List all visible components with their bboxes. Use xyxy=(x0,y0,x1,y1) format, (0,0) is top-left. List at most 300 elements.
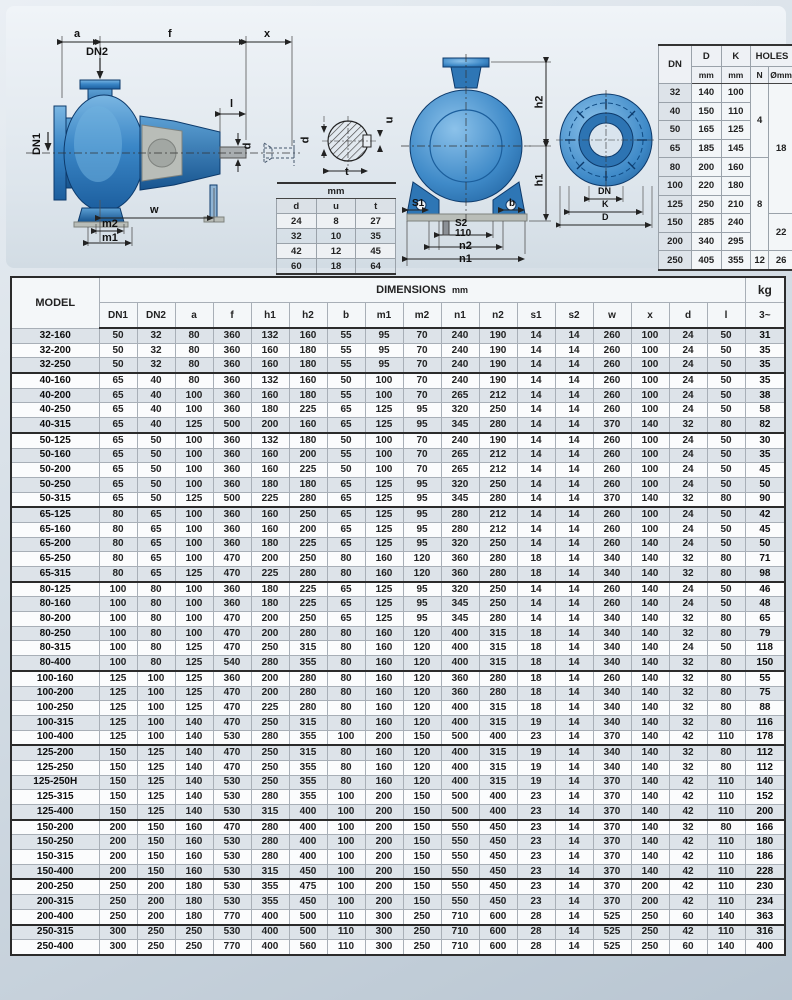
dimension-value: 80 xyxy=(327,567,365,582)
model-cell: 40-315 xyxy=(11,418,99,433)
dimension-value: 14 xyxy=(555,433,593,448)
dimension-value: 160 xyxy=(175,850,213,865)
shaft-table-row xyxy=(277,229,396,244)
dimension-value: 100 xyxy=(631,328,669,343)
dimension-value: 65 xyxy=(137,522,175,537)
dimension-value: 360 xyxy=(213,448,251,463)
dim-col-b: b xyxy=(327,303,365,329)
dimension-value: 360 xyxy=(213,477,251,492)
dimension-value: 80 xyxy=(175,328,213,343)
dim-label-m2: m2 xyxy=(102,218,118,230)
model-row-80-160 xyxy=(11,597,785,612)
dimension-value: 24 xyxy=(669,388,707,403)
model-cell: 100-400 xyxy=(11,730,99,745)
weight-value: 234 xyxy=(745,895,785,910)
dimension-value: 80 xyxy=(327,760,365,775)
dimension-value: 400 xyxy=(441,715,479,730)
dimension-value: 65 xyxy=(99,373,137,388)
dimension-value: 40 xyxy=(137,373,175,388)
dimension-value: 80 xyxy=(327,626,365,641)
dimension-value: 250 xyxy=(631,909,669,924)
dimension-value: 120 xyxy=(403,715,441,730)
model-cell: 80-160 xyxy=(11,597,99,612)
dim-label-s1: S1 xyxy=(412,198,425,209)
dimension-value: 125 xyxy=(175,656,213,671)
model-row-65-315 xyxy=(11,567,785,582)
flange-k-value: 125 xyxy=(721,121,750,140)
dimension-value: 150 xyxy=(137,864,175,879)
dimension-value: 150 xyxy=(137,835,175,850)
model-row-40-160 xyxy=(11,373,785,388)
dimension-value: 32 xyxy=(137,358,175,373)
dimension-value: 23 xyxy=(517,895,555,910)
dimension-value: 110 xyxy=(707,895,745,910)
dimension-value: 65 xyxy=(99,477,137,492)
dimension-value: 14 xyxy=(555,567,593,582)
dimension-value: 100 xyxy=(137,715,175,730)
dimension-value: 530 xyxy=(213,730,251,745)
weight-value: 363 xyxy=(745,909,785,924)
dimension-value: 14 xyxy=(555,522,593,537)
dimension-value: 19 xyxy=(517,715,555,730)
dimension-value: 80 xyxy=(327,656,365,671)
flange-sub-k-mm: mm xyxy=(721,67,750,84)
dimension-value: 100 xyxy=(631,343,669,358)
dimension-value: 24 xyxy=(669,477,707,492)
dim-label-w: w xyxy=(150,204,159,216)
dimension-value: 160 xyxy=(365,567,403,582)
weight-value: 42 xyxy=(745,507,785,522)
dimension-value: 80 xyxy=(327,701,365,716)
flange-dn-value: 100 xyxy=(659,176,692,195)
dimension-value: 140 xyxy=(631,805,669,820)
dimension-value: 360 xyxy=(213,671,251,686)
dimension-value: 180 xyxy=(251,477,289,492)
dim-label-b: b xyxy=(509,198,516,209)
dimension-value: 190 xyxy=(479,373,517,388)
dimension-value: 32 xyxy=(669,552,707,567)
dimension-value: 100 xyxy=(631,433,669,448)
flange-k-value: 110 xyxy=(721,102,750,121)
dimension-value: 340 xyxy=(593,567,631,582)
dimension-value: 260 xyxy=(593,671,631,686)
dimension-value: 65 xyxy=(327,612,365,627)
model-row-50-315 xyxy=(11,492,785,507)
dimension-value: 100 xyxy=(631,463,669,478)
dimension-value: 50 xyxy=(327,463,365,478)
dimension-value: 280 xyxy=(441,522,479,537)
dimension-value: 315 xyxy=(251,805,289,820)
dimension-value: 355 xyxy=(289,775,327,790)
weight-value: 178 xyxy=(745,730,785,745)
dimension-value: 370 xyxy=(593,820,631,835)
flange-d-value: 165 xyxy=(692,121,721,140)
dimension-value: 100 xyxy=(365,373,403,388)
dimension-value: 160 xyxy=(365,775,403,790)
model-column-header: MODEL xyxy=(11,277,99,328)
dimension-value: 100 xyxy=(365,388,403,403)
dimension-value: 212 xyxy=(479,448,517,463)
dimension-value: 180 xyxy=(251,582,289,597)
model-row-32-250 xyxy=(11,358,785,373)
dimension-value: 200 xyxy=(365,895,403,910)
dimension-value: 315 xyxy=(251,864,289,879)
dimension-value: 95 xyxy=(403,537,441,552)
dimension-value: 50 xyxy=(327,373,365,388)
dim-label-a: a xyxy=(74,28,81,40)
dimension-value: 450 xyxy=(479,835,517,850)
dimension-value: 100 xyxy=(327,850,365,865)
shaft-value: 24 xyxy=(277,214,317,229)
dimension-value: 14 xyxy=(555,864,593,879)
weight-value: 35 xyxy=(745,358,785,373)
dimension-value: 23 xyxy=(517,730,555,745)
dimension-value: 32 xyxy=(137,328,175,343)
dimension-value: 150 xyxy=(99,745,137,760)
model-row-125-315 xyxy=(11,790,785,805)
dimension-value: 80 xyxy=(327,715,365,730)
dimension-value: 80 xyxy=(99,552,137,567)
dimension-value: 400 xyxy=(479,790,517,805)
dimension-value: 14 xyxy=(517,582,555,597)
dimension-value: 125 xyxy=(175,567,213,582)
weight-value: 30 xyxy=(745,433,785,448)
dimension-value: 95 xyxy=(365,343,403,358)
model-row-100-200 xyxy=(11,686,785,701)
dimension-value: 150 xyxy=(403,790,441,805)
shaft-section-drawing xyxy=(302,114,398,180)
dimension-value: 80 xyxy=(707,686,745,701)
dimension-value: 100 xyxy=(631,388,669,403)
dimension-value: 125 xyxy=(137,760,175,775)
dimension-value: 160 xyxy=(365,760,403,775)
dimension-value: 470 xyxy=(213,745,251,760)
dimension-value: 125 xyxy=(365,597,403,612)
dimension-value: 18 xyxy=(517,701,555,716)
model-cell: 65-125 xyxy=(11,507,99,522)
dimension-value: 24 xyxy=(669,433,707,448)
dimension-value: 240 xyxy=(441,358,479,373)
dim-label-dn1: DN1 xyxy=(31,132,44,156)
dimension-value: 125 xyxy=(175,701,213,716)
dimension-value: 450 xyxy=(479,820,517,835)
dimension-value: 100 xyxy=(327,895,365,910)
dimension-value: 14 xyxy=(517,612,555,627)
shaft-section-view xyxy=(299,114,398,180)
dimension-value: 80 xyxy=(99,507,137,522)
model-row-65-250 xyxy=(11,552,785,567)
flange-sub-omm: Ømm xyxy=(769,67,792,84)
dimension-value: 180 xyxy=(289,477,327,492)
weight-value: 46 xyxy=(745,582,785,597)
model-row-125-200 xyxy=(11,745,785,760)
section-label-u: u xyxy=(383,116,396,124)
dimension-value: 42 xyxy=(669,864,707,879)
dimension-value: 125 xyxy=(175,492,213,507)
dimension-value: 95 xyxy=(403,582,441,597)
dimension-value: 340 xyxy=(593,686,631,701)
dimension-value: 225 xyxy=(289,597,327,612)
dimension-value: 14 xyxy=(555,940,593,955)
dimension-value: 280 xyxy=(251,820,289,835)
dimension-value: 250 xyxy=(251,775,289,790)
dimension-value: 65 xyxy=(327,522,365,537)
dimension-value: 360 xyxy=(213,522,251,537)
dimension-value: 100 xyxy=(175,507,213,522)
dimension-value: 370 xyxy=(593,864,631,879)
shaft-dimensions-table xyxy=(276,182,396,275)
dimension-value: 42 xyxy=(669,879,707,894)
dimension-value: 260 xyxy=(593,597,631,612)
dimension-value: 50 xyxy=(707,448,745,463)
dimension-value: 160 xyxy=(365,626,403,641)
shaft-value: 60 xyxy=(277,259,317,275)
dimension-value: 150 xyxy=(403,864,441,879)
dimension-value: 340 xyxy=(593,552,631,567)
dimension-value: 95 xyxy=(403,612,441,627)
dimension-value: 32 xyxy=(669,612,707,627)
dimension-value: 360 xyxy=(213,388,251,403)
dimension-value: 160 xyxy=(365,745,403,760)
model-cell: 50-160 xyxy=(11,448,99,463)
dimension-value: 24 xyxy=(669,582,707,597)
dimension-value: 42 xyxy=(669,925,707,940)
dimension-value: 110 xyxy=(707,835,745,850)
dimension-value: 225 xyxy=(251,701,289,716)
dimension-value: 530 xyxy=(213,864,251,879)
dimension-value: 14 xyxy=(555,358,593,373)
dimension-value: 710 xyxy=(441,925,479,940)
dimension-value: 150 xyxy=(99,805,137,820)
dimension-value: 50 xyxy=(707,537,745,552)
dimension-value: 280 xyxy=(441,507,479,522)
model-cell: 100-160 xyxy=(11,671,99,686)
dimension-value: 100 xyxy=(99,597,137,612)
dimension-value: 32 xyxy=(669,715,707,730)
dimension-value: 525 xyxy=(593,940,631,955)
dimension-value: 125 xyxy=(365,522,403,537)
dimension-value: 80 xyxy=(99,537,137,552)
dimension-value: 225 xyxy=(289,403,327,418)
dimension-value: 32 xyxy=(669,418,707,433)
dimension-value: 160 xyxy=(289,328,327,343)
dimension-value: 95 xyxy=(403,522,441,537)
dimension-value: 100 xyxy=(327,820,365,835)
dimension-value: 340 xyxy=(593,641,631,656)
dimension-value: 360 xyxy=(213,507,251,522)
dimension-value: 140 xyxy=(707,940,745,955)
model-row-125-400 xyxy=(11,805,785,820)
dimensions-unit: mm xyxy=(451,285,468,295)
kg-column-header: kg xyxy=(745,277,785,303)
dimension-value: 260 xyxy=(593,522,631,537)
dimension-value: 100 xyxy=(365,448,403,463)
dimension-value: 190 xyxy=(479,343,517,358)
model-cell: 100-315 xyxy=(11,715,99,730)
dimension-value: 32 xyxy=(669,492,707,507)
dimension-value: 14 xyxy=(555,641,593,656)
flange-holes-dia-value: 18 xyxy=(769,84,792,214)
dimension-value: 180 xyxy=(251,403,289,418)
dimension-value: 710 xyxy=(441,909,479,924)
weight-value: 50 xyxy=(745,537,785,552)
weight-value: 186 xyxy=(745,850,785,865)
dimension-value: 500 xyxy=(441,805,479,820)
dimension-value: 140 xyxy=(175,775,213,790)
model-cell: 50-315 xyxy=(11,492,99,507)
dimension-value: 65 xyxy=(99,433,137,448)
weight-value: 75 xyxy=(745,686,785,701)
dimension-value: 200 xyxy=(99,820,137,835)
dimension-value: 345 xyxy=(441,597,479,612)
model-row-80-125 xyxy=(11,582,785,597)
flange-d-value: 250 xyxy=(692,195,721,214)
dimension-value: 150 xyxy=(403,820,441,835)
dimension-value: 100 xyxy=(631,448,669,463)
dimension-value: 250 xyxy=(99,879,137,894)
dimension-value: 110 xyxy=(327,925,365,940)
dimension-value: 400 xyxy=(251,925,289,940)
dimension-value: 260 xyxy=(593,507,631,522)
dimension-value: 14 xyxy=(555,507,593,522)
dimension-value: 120 xyxy=(403,552,441,567)
dimension-value: 160 xyxy=(365,715,403,730)
model-cell: 125-400 xyxy=(11,805,99,820)
dimension-value: 340 xyxy=(593,656,631,671)
dimension-value: 250 xyxy=(175,940,213,955)
dimension-value: 280 xyxy=(479,612,517,627)
dimension-value: 65 xyxy=(327,507,365,522)
dimension-value: 160 xyxy=(251,388,289,403)
dimension-value: 125 xyxy=(175,641,213,656)
dimension-value: 300 xyxy=(365,925,403,940)
dimension-value: 250 xyxy=(251,715,289,730)
dimension-value: 140 xyxy=(631,850,669,865)
dimension-value: 95 xyxy=(403,492,441,507)
dimension-value: 140 xyxy=(175,760,213,775)
dimension-value: 140 xyxy=(631,820,669,835)
dimension-value: 70 xyxy=(403,448,441,463)
model-cell: 32-160 xyxy=(11,328,99,343)
dimension-value: 125 xyxy=(99,701,137,716)
dimension-value: 125 xyxy=(137,745,175,760)
dimension-value: 260 xyxy=(593,343,631,358)
dimension-value: 355 xyxy=(251,895,289,910)
dimension-value: 200 xyxy=(137,909,175,924)
weight-value: 316 xyxy=(745,925,785,940)
weight-value: 82 xyxy=(745,418,785,433)
weight-value: 152 xyxy=(745,790,785,805)
dimension-value: 400 xyxy=(441,760,479,775)
shaft-value: 42 xyxy=(277,244,317,259)
dimension-value: 42 xyxy=(669,850,707,865)
dim-col-m1: m1 xyxy=(365,303,403,329)
dimension-value: 24 xyxy=(669,403,707,418)
dimension-value: 14 xyxy=(517,477,555,492)
dimension-value: 80 xyxy=(175,343,213,358)
dimension-value: 260 xyxy=(593,582,631,597)
dimension-value: 250 xyxy=(479,582,517,597)
dimension-value: 132 xyxy=(251,433,289,448)
dimension-value: 260 xyxy=(593,328,631,343)
dimension-value: 160 xyxy=(175,835,213,850)
dimension-value: 50 xyxy=(707,343,745,358)
dimension-value: 100 xyxy=(137,686,175,701)
dimension-value: 125 xyxy=(175,418,213,433)
dimension-value: 120 xyxy=(403,760,441,775)
dimension-value: 160 xyxy=(365,686,403,701)
dimension-value: 200 xyxy=(251,552,289,567)
dimension-value: 14 xyxy=(555,686,593,701)
flange-dn-value: 125 xyxy=(659,195,692,214)
dimension-value: 50 xyxy=(707,463,745,478)
dimension-value: 140 xyxy=(631,418,669,433)
dimension-value: 140 xyxy=(631,775,669,790)
dimension-value: 400 xyxy=(479,805,517,820)
model-cell: 80-125 xyxy=(11,582,99,597)
model-row-125-250 xyxy=(11,760,785,775)
model-row-80-400 xyxy=(11,656,785,671)
dimension-value: 100 xyxy=(365,463,403,478)
dimension-value: 32 xyxy=(669,686,707,701)
dimension-value: 200 xyxy=(99,835,137,850)
dimension-value: 14 xyxy=(555,879,593,894)
dimension-value: 140 xyxy=(631,656,669,671)
dimension-value: 315 xyxy=(289,745,327,760)
dimension-value: 80 xyxy=(175,373,213,388)
flange-holes-n-value: 4 xyxy=(751,84,769,158)
dimension-value: 340 xyxy=(593,626,631,641)
dimension-value: 250 xyxy=(631,925,669,940)
dimension-value: 65 xyxy=(137,507,175,522)
dimension-value: 80 xyxy=(707,612,745,627)
dimension-value: 150 xyxy=(99,760,137,775)
dimension-value: 370 xyxy=(593,492,631,507)
dimension-value: 240 xyxy=(441,433,479,448)
dimension-value: 125 xyxy=(99,730,137,745)
model-cell: 40-250 xyxy=(11,403,99,418)
dimension-value: 120 xyxy=(403,641,441,656)
dimension-value: 340 xyxy=(593,760,631,775)
dimension-value: 360 xyxy=(213,597,251,612)
flange-dn-value: 50 xyxy=(659,121,692,140)
dimension-value: 180 xyxy=(251,537,289,552)
flange-col-holes: HOLES xyxy=(751,45,792,67)
dimension-value: 140 xyxy=(631,864,669,879)
dimension-value: 70 xyxy=(403,463,441,478)
dimension-value: 550 xyxy=(441,835,479,850)
dimension-value: 140 xyxy=(631,715,669,730)
dimension-value: 370 xyxy=(593,775,631,790)
dim-label-l: l xyxy=(230,98,234,110)
dimension-value: 50 xyxy=(99,343,137,358)
dimension-value: 23 xyxy=(517,820,555,835)
dimension-value: 14 xyxy=(555,835,593,850)
dimension-value: 110 xyxy=(707,730,745,745)
dimension-value: 160 xyxy=(289,373,327,388)
flange-dn-value: 250 xyxy=(659,251,692,270)
dimension-value: 32 xyxy=(669,820,707,835)
dimension-value: 300 xyxy=(99,925,137,940)
dimension-value: 14 xyxy=(517,448,555,463)
dimension-value: 50 xyxy=(137,463,175,478)
dimension-value: 260 xyxy=(593,388,631,403)
dimension-value: 150 xyxy=(99,790,137,805)
weight-value: 35 xyxy=(745,343,785,358)
dimension-value: 120 xyxy=(403,686,441,701)
dimension-value: 140 xyxy=(631,671,669,686)
shaft-table-row xyxy=(277,244,396,259)
